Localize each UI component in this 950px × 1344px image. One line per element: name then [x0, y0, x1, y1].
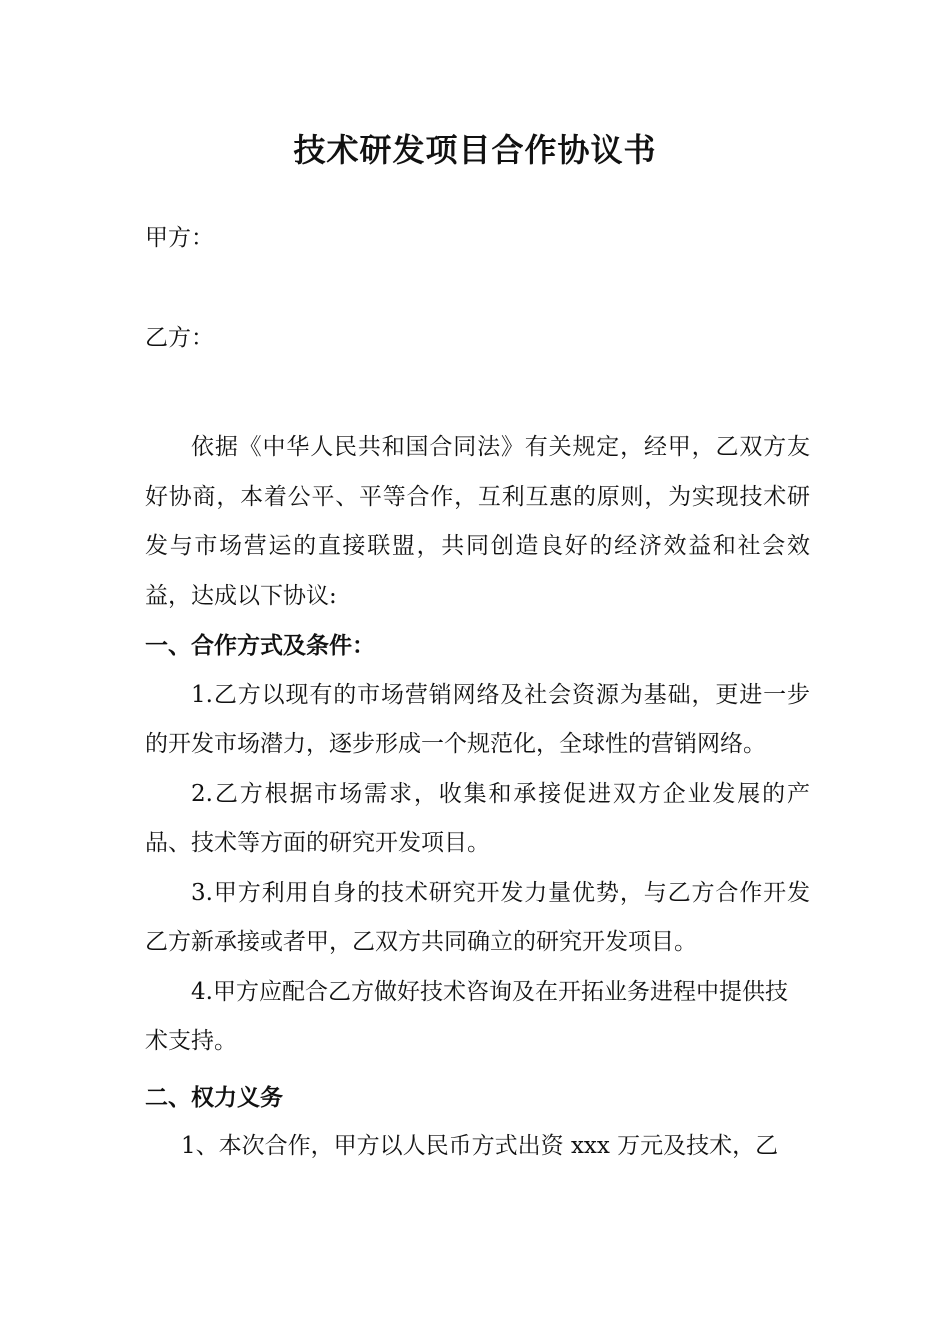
clause-item: 3.甲方利用自身的技术研究开发力量优势，与乙方合作开发乙方新承接或者甲，乙双方共同确立的研究开发项目。 — [145, 879, 810, 955]
party-a-label: 甲方： — [145, 225, 214, 251]
section-heading-cooperation: 一、合作方式及条件： — [145, 632, 375, 659]
preamble-paragraph: 依据《中华人民共和国合同法》有关规定，经甲，乙双方友好协商，本着公平、平等合作，互利互惠的原则，为实现技术研发与市场营运的直接联盟，共同创造良好的经济效益和社会效益，达成以下协议: — [145, 434, 810, 609]
document-title: 技术研发项目合作协议书 — [293, 131, 657, 169]
clause-item: 4.甲方应配合乙方做好技术咨询及在开拓业务进程中提供技术支持。 — [145, 978, 788, 1054]
section-heading-rights: 二、权力义务 — [145, 1083, 283, 1111]
clause-item: 2.乙方根据市场需求，收集和承接促进双方企业发展的产品、技术等方面的研究开发项目。 — [145, 780, 810, 856]
clause-item: 1、本次合作，甲方以人民币方式出资 xxx 万元及技术，乙 — [181, 1133, 779, 1159]
party-b-label: 乙方： — [145, 325, 214, 351]
clause-item: 1.乙方以现有的市场营销网络及社会资源为基础，更进一步的开发市场潜力，逐步形成一个规范化，全球性的营销网络。 — [145, 681, 810, 757]
document-body — [145, 423, 810, 1172]
